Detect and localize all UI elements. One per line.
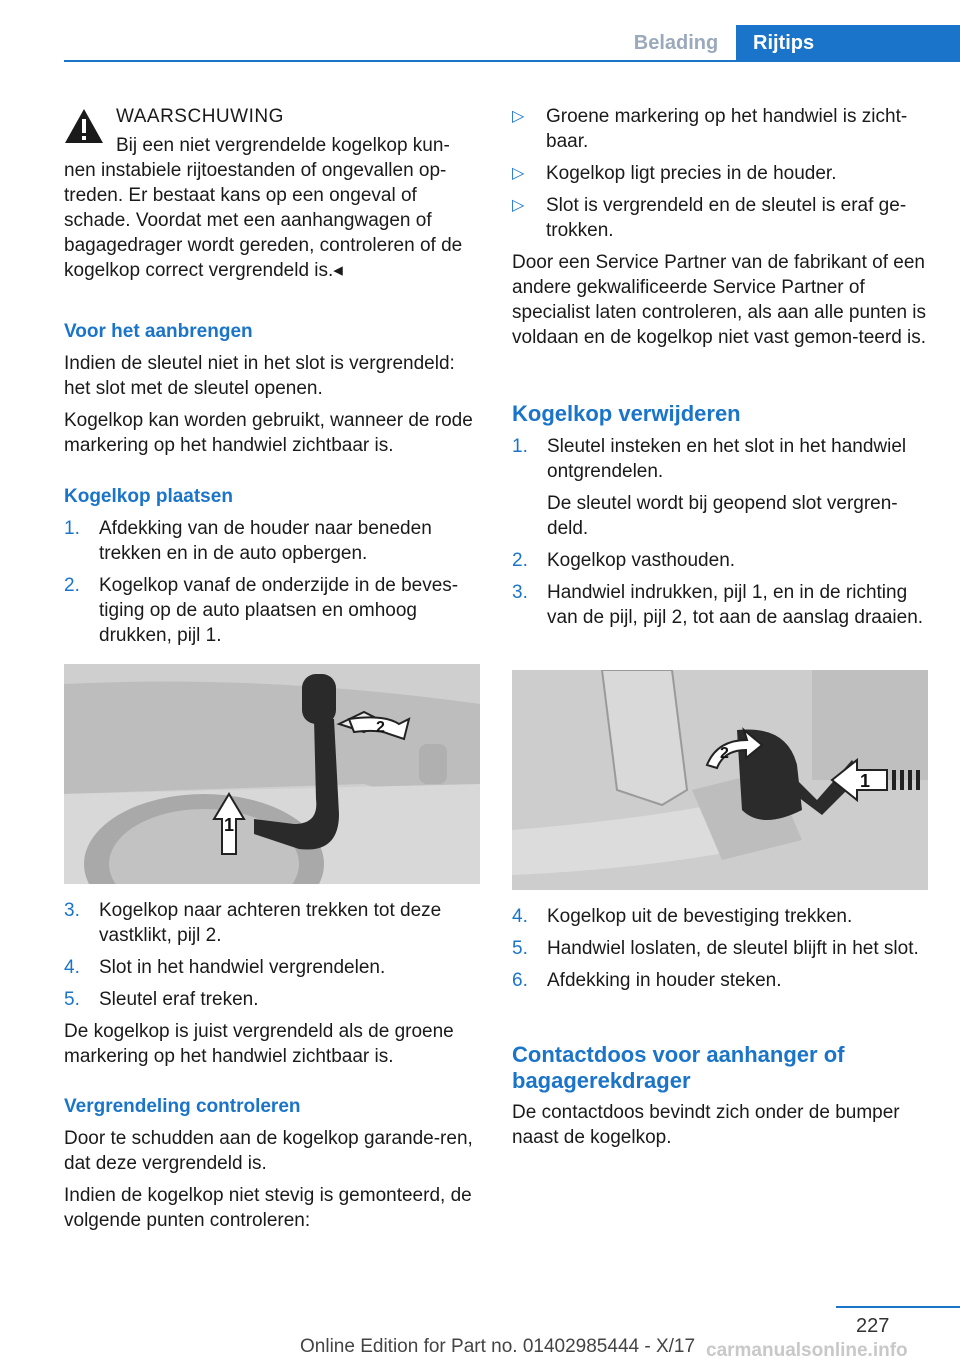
list-item: 6. Afdekking in houder steken. — [512, 970, 782, 991]
list-item: ▷ Kogelkop ligt precies in de houder. — [512, 163, 837, 184]
warning-line1: Bij een niet vergrendelde kogelkop kun- — [116, 135, 450, 156]
triangle-bullet-icon: ▷ — [512, 165, 525, 182]
footer-rule — [836, 1306, 960, 1308]
arrow-label-1: 1 — [860, 771, 871, 791]
place-after-paragraph: De kogelkop is juist vergrendeld als de groene markering op het handwiel zichtbaar is. — [64, 1021, 454, 1067]
list-item: 5. Handwiel loslaten, de sleutel blijft in het slot. — [512, 938, 919, 959]
tab-rijtips[interactable]: Rijtips — [736, 25, 960, 62]
socket-paragraph: De contactdoos bevindt zich onder de bumper naast de kogelkop. — [512, 1102, 900, 1148]
list-item: 1. Afdekking van de houder naar beneden trekken en in de auto opbergen. — [64, 518, 432, 564]
heading-socket: Contactdoos voor aanhanger of bagagerekdrager — [512, 1042, 845, 1093]
remove-illustration-graphic — [512, 670, 928, 890]
arrow-label-1: 1 — [224, 815, 235, 835]
section-remove — [512, 401, 928, 637]
watermark: carmanualsonline.info — [706, 1340, 908, 1361]
remove-step1-note: De sleutel wordt bij geopend slot vergren-deld. — [547, 493, 898, 539]
install-illustration-graphic — [64, 664, 480, 884]
triangle-bullet-icon: ▷ — [512, 197, 525, 214]
place-steps-cont — [64, 898, 480, 1012]
list-item: 4. Slot in het handwiel vergrendelen. — [64, 957, 386, 978]
list-item: ▷ Slot is vergrendeld en de sleutel is eraf ge-trokken. — [512, 195, 907, 241]
list-item: 3. Kogelkop naar achteren trekken tot deze vastklikt, pijl 2. — [64, 900, 442, 946]
heading-place: Kogelkop plaatsen — [64, 486, 233, 507]
warning-body: nen instabiele rijtoestanden of ongevallen op-treden. Er bestaat kans op een ongeval of schade. Voordat met een aanhangwagen of bagagedrager wordt gereden, controleren of de kogelkop correct vergrendeld is.◂ — [64, 160, 463, 281]
check-p1: Door te schudden aan de kogelkop garande-ren, dat deze vergrendeld is. — [64, 1128, 473, 1174]
footer-edition: Online Edition for Part no. 01402985444 - X/17 — [300, 1336, 696, 1357]
arrow-label-2: 2 — [376, 719, 385, 736]
illustration-remove-ball-head — [512, 670, 928, 890]
checklist-block — [512, 104, 928, 350]
tab-belading[interactable]: Belading — [633, 32, 719, 54]
service-paragraph: Door een Service Partner van de fabrikant of een andere gekwalificeerde Service Partner of specialist laten controleren, als aan alle punten is voldaan en de kogelkop niet vast gemon-teerd is. — [512, 252, 927, 348]
before-p1: Indien de sleutel niet in het slot is vergrendeld: het slot met de sleutel openen. — [64, 353, 455, 399]
section-socket — [512, 1042, 928, 1150]
list-item: 1. Sleutel insteken en het slot in het handwiel ontgrendelen. De sleutel wordt bij geopend slot vergren-deld. — [512, 434, 928, 541]
list-item: 5. Sleutel eraf treken. — [64, 989, 259, 1010]
warning-title: WAARSCHUWING — [116, 106, 284, 127]
before-p2: Kogelkop kan worden gebruikt, wanneer de rode markering op het handwiel zichtbaar is. — [64, 410, 473, 456]
place-steps — [64, 516, 480, 648]
warning-block — [64, 104, 480, 283]
header-rule — [64, 60, 960, 62]
list-item: 4. Kogelkop uit de bevestiging trekken. — [512, 906, 853, 927]
triangle-bullet-icon: ▷ — [512, 108, 525, 125]
check-p2: Indien de kogelkop niet stevig is gemonteerd, de volgende punten controleren: — [64, 1185, 472, 1231]
section-remove-cont — [512, 904, 928, 1000]
arrow-label-2: 2 — [720, 745, 729, 762]
list-item: 2. Kogelkop vasthouden. — [512, 550, 736, 571]
heading-check: Vergrendeling controleren — [64, 1096, 301, 1117]
heading-before: Voor het aanbrengen — [64, 321, 253, 342]
section-place — [64, 484, 480, 655]
page-number: 227 — [856, 1315, 890, 1337]
illustration-install-ball-head — [64, 664, 480, 884]
checklist — [512, 104, 928, 243]
remove-steps-cont — [512, 904, 928, 993]
section-place-cont — [64, 898, 480, 1069]
section-check — [64, 1094, 480, 1233]
list-item: 3. Handwiel indrukken, pijl 1, en in de richting van de pijl, pijl 2, tot aan de aanslag draaien. — [512, 582, 924, 628]
list-item: 2. Kogelkop vanaf de onderzijde in de beves-tiging op de auto plaatsen en omhoog drukken, pijl 1. — [64, 575, 459, 646]
list-item: ▷ Groene markering op het handwiel is zicht-baar. — [512, 106, 908, 152]
remove-steps — [512, 434, 928, 630]
heading-remove: Kogelkop verwijderen — [512, 401, 741, 426]
section-before — [64, 319, 480, 458]
